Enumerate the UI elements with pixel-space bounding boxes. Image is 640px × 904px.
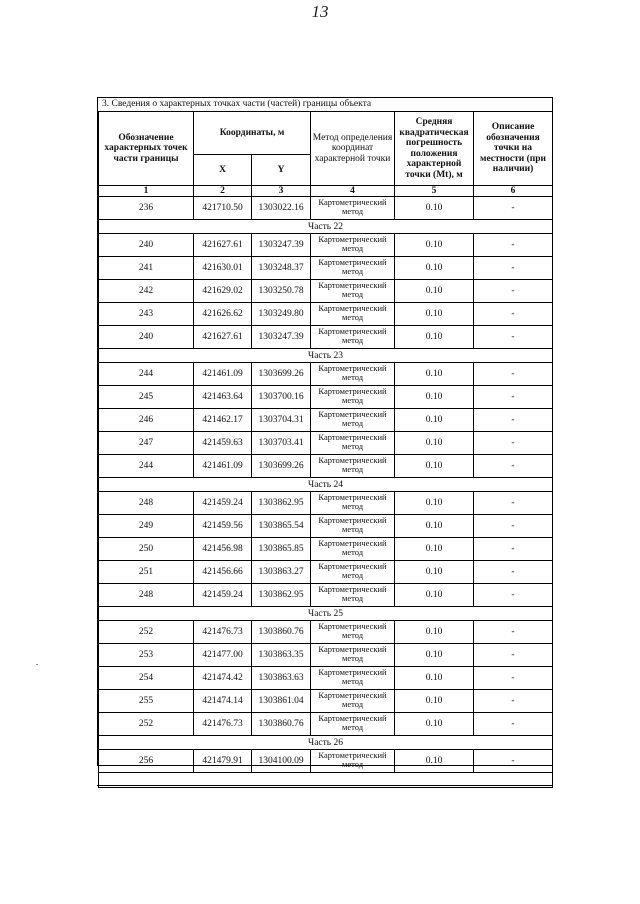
coord-y: 1303704.31 (252, 409, 311, 432)
coord-y: 1303250.78 (252, 280, 311, 303)
coord-y: 1303248.37 (252, 257, 311, 280)
table-row (99, 750, 553, 773)
table-row (99, 561, 553, 584)
part-row (99, 736, 553, 750)
error-cell: 0.10 (395, 538, 474, 561)
point-number: 242 (99, 280, 194, 303)
point-number: 252 (99, 621, 194, 644)
coord-y: 1303865.85 (252, 538, 311, 561)
description-cell: - (474, 538, 553, 561)
coord-x: 421462.17 (194, 409, 252, 432)
description-cell: - (474, 644, 553, 667)
error-cell: 0.10 (395, 750, 474, 773)
header-error: Средняя квадратическая погрешность положения характерной точки (Mt), м (395, 112, 474, 186)
coord-y: 1303247.39 (252, 326, 311, 349)
coord-x: 421459.63 (194, 432, 252, 455)
point-number: 248 (99, 584, 194, 607)
coord-x: 421479.91 (194, 750, 252, 773)
method-cell: Картометрический метод (311, 363, 395, 386)
table-row (99, 538, 553, 561)
description-cell: - (474, 326, 553, 349)
table-body (99, 112, 553, 788)
description-cell: - (474, 455, 553, 478)
table-row (99, 584, 553, 607)
part-row (99, 349, 553, 363)
error-cell: 0.10 (395, 667, 474, 690)
description-cell: - (474, 515, 553, 538)
coord-y: 1304100.09 (252, 750, 311, 773)
table-row (99, 234, 553, 257)
part-row (99, 478, 553, 492)
description-cell: - (474, 667, 553, 690)
coord-x: 421459.24 (194, 584, 252, 607)
method-cell: Картометрический метод (311, 492, 395, 515)
coord-y: 1303863.27 (252, 561, 311, 584)
coord-y: 1303703.41 (252, 432, 311, 455)
page-number: 13 (311, 2, 329, 21)
point-number: 254 (99, 667, 194, 690)
error-cell: 0.10 (395, 492, 474, 515)
coord-x: 421630.01 (194, 257, 252, 280)
coord-x: 421474.42 (194, 667, 252, 690)
part-label: Часть 25 (99, 607, 553, 621)
description-cell: - (474, 492, 553, 515)
description-cell: - (474, 386, 553, 409)
description-cell: - (474, 257, 553, 280)
error-cell: 0.10 (395, 409, 474, 432)
table-row (99, 713, 553, 736)
description-cell: - (474, 561, 553, 584)
point-number: 247 (99, 432, 194, 455)
point-number: 244 (99, 363, 194, 386)
point-number: 244 (99, 455, 194, 478)
error-cell: 0.10 (395, 584, 474, 607)
coord-y: 1303699.26 (252, 455, 311, 478)
coord-x: 421456.66 (194, 561, 252, 584)
description-cell: - (474, 363, 553, 386)
header-coordinates: Координаты, м (194, 112, 311, 155)
coord-y: 1303022.16 (252, 197, 311, 220)
header-method: Метод определения координат характерной точки (311, 112, 395, 186)
point-number: 256 (99, 750, 194, 773)
coord-y: 1303860.76 (252, 713, 311, 736)
table-row (99, 432, 553, 455)
description-cell: - (474, 409, 553, 432)
coord-y: 1303863.63 (252, 667, 311, 690)
error-cell: 0.10 (395, 280, 474, 303)
coord-x: 421476.73 (194, 621, 252, 644)
table-row (99, 386, 553, 409)
point-number: 240 (99, 234, 194, 257)
coord-x: 421463.64 (194, 386, 252, 409)
part-label: Часть 26 (99, 736, 553, 750)
method-cell: Картометрический метод (311, 644, 395, 667)
table-row (99, 280, 553, 303)
point-number: 245 (99, 386, 194, 409)
description-cell: - (474, 584, 553, 607)
description-cell: - (474, 750, 553, 773)
method-cell: Картометрический метод (311, 690, 395, 713)
description-cell: - (474, 621, 553, 644)
method-cell: Картометрический метод (311, 667, 395, 690)
method-cell: Картометрический метод (311, 538, 395, 561)
column-number-row (99, 186, 553, 197)
point-number: 236 (99, 197, 194, 220)
header-description: Описание обозначения точки на местности (при наличии) (474, 112, 553, 186)
coord-y: 1303862.95 (252, 492, 311, 515)
coord-y: 1303863.35 (252, 644, 311, 667)
method-cell: Картометрический метод (311, 197, 395, 220)
part-label: Часть 22 (99, 220, 553, 234)
header-row (99, 112, 553, 155)
column-number: 1 (99, 186, 194, 197)
point-number: 251 (99, 561, 194, 584)
points-section-frame (97, 97, 553, 769)
description-cell: - (474, 234, 553, 257)
table-row (99, 326, 553, 349)
error-cell: 0.10 (395, 690, 474, 713)
point-number: 249 (99, 515, 194, 538)
coord-x: 421629.02 (194, 280, 252, 303)
method-cell: Картометрический метод (311, 713, 395, 736)
method-cell: Картометрический метод (311, 303, 395, 326)
method-cell: Картометрический метод (311, 621, 395, 644)
point-number: 246 (99, 409, 194, 432)
error-cell: 0.10 (395, 257, 474, 280)
coord-y: 1303865.54 (252, 515, 311, 538)
part-row (99, 607, 553, 621)
method-cell: Картометрический метод (311, 455, 395, 478)
description-cell: - (474, 690, 553, 713)
error-cell: 0.10 (395, 713, 474, 736)
part-label: Часть 23 (99, 349, 553, 363)
error-cell: 0.10 (395, 455, 474, 478)
error-cell: 0.10 (395, 197, 474, 220)
point-number: 253 (99, 644, 194, 667)
table-row (99, 492, 553, 515)
coord-y: 1303700.16 (252, 386, 311, 409)
table-row (99, 455, 553, 478)
method-cell: Картометрический метод (311, 584, 395, 607)
coord-x: 421461.09 (194, 455, 252, 478)
column-number: 4 (311, 186, 395, 197)
point-number: 250 (99, 538, 194, 561)
coord-x: 421456.98 (194, 538, 252, 561)
coord-x: 421459.24 (194, 492, 252, 515)
description-cell: - (474, 303, 553, 326)
method-cell: Картометрический метод (311, 234, 395, 257)
coord-y: 1303249.80 (252, 303, 311, 326)
method-cell: Картометрический метод (311, 326, 395, 349)
table-row (99, 257, 553, 280)
bottom-rule (97, 785, 553, 786)
error-cell: 0.10 (395, 326, 474, 349)
header-designation: Обозначение характерных точек части границы (99, 112, 194, 186)
table-row (99, 667, 553, 690)
table-row (99, 197, 553, 220)
error-cell: 0.10 (395, 363, 474, 386)
method-cell: Картометрический метод (311, 432, 395, 455)
error-cell: 0.10 (395, 303, 474, 326)
method-cell: Картометрический метод (311, 515, 395, 538)
column-number: 5 (395, 186, 474, 197)
table-row (99, 303, 553, 326)
table-row (99, 515, 553, 538)
description-cell: - (474, 280, 553, 303)
coord-y: 1303860.76 (252, 621, 311, 644)
point-number: 241 (99, 257, 194, 280)
method-cell: Картометрический метод (311, 409, 395, 432)
coord-x: 421477.00 (194, 644, 252, 667)
column-number: 6 (474, 186, 553, 197)
method-cell: Картометрический метод (311, 257, 395, 280)
table-row (99, 363, 553, 386)
column-number: 2 (194, 186, 252, 197)
header-x: X (194, 155, 252, 186)
part-label: Часть 24 (99, 478, 553, 492)
coord-y: 1303247.39 (252, 234, 311, 257)
error-cell: 0.10 (395, 561, 474, 584)
table-row (99, 409, 553, 432)
coord-y: 1303862.95 (252, 584, 311, 607)
method-cell: Картометрический метод (311, 561, 395, 584)
error-cell: 0.10 (395, 621, 474, 644)
coord-y: 1303861.04 (252, 690, 311, 713)
point-number: 243 (99, 303, 194, 326)
table-row (99, 621, 553, 644)
description-cell: - (474, 713, 553, 736)
column-number: 3 (252, 186, 311, 197)
point-number: 255 (99, 690, 194, 713)
description-cell: - (474, 197, 553, 220)
point-number: 252 (99, 713, 194, 736)
error-cell: 0.10 (395, 234, 474, 257)
method-cell: Картометрический метод (311, 386, 395, 409)
coord-x: 421627.61 (194, 234, 252, 257)
coord-x: 421476.73 (194, 713, 252, 736)
table-row (99, 644, 553, 667)
part-row (99, 220, 553, 234)
coord-x: 421627.61 (194, 326, 252, 349)
coord-x: 421474.14 (194, 690, 252, 713)
coord-x: 421710.50 (194, 197, 252, 220)
margin-mark (36, 664, 38, 665)
characteristic-points-table (98, 111, 553, 788)
coord-x: 421461.09 (194, 363, 252, 386)
method-cell: Картометрический метод (311, 280, 395, 303)
point-number: 240 (99, 326, 194, 349)
coord-y: 1303699.26 (252, 363, 311, 386)
error-cell: 0.10 (395, 386, 474, 409)
table-row (99, 690, 553, 713)
header-y: Y (252, 155, 311, 186)
coord-x: 421626.62 (194, 303, 252, 326)
error-cell: 0.10 (395, 515, 474, 538)
error-cell: 0.10 (395, 644, 474, 667)
error-cell: 0.10 (395, 432, 474, 455)
coord-x: 421459.56 (194, 515, 252, 538)
description-cell: - (474, 432, 553, 455)
method-cell: Картометрический метод (311, 750, 395, 773)
section-title: 3. Сведения о характерных точках части (частей) границы объекта (102, 99, 372, 109)
point-number: 248 (99, 492, 194, 515)
